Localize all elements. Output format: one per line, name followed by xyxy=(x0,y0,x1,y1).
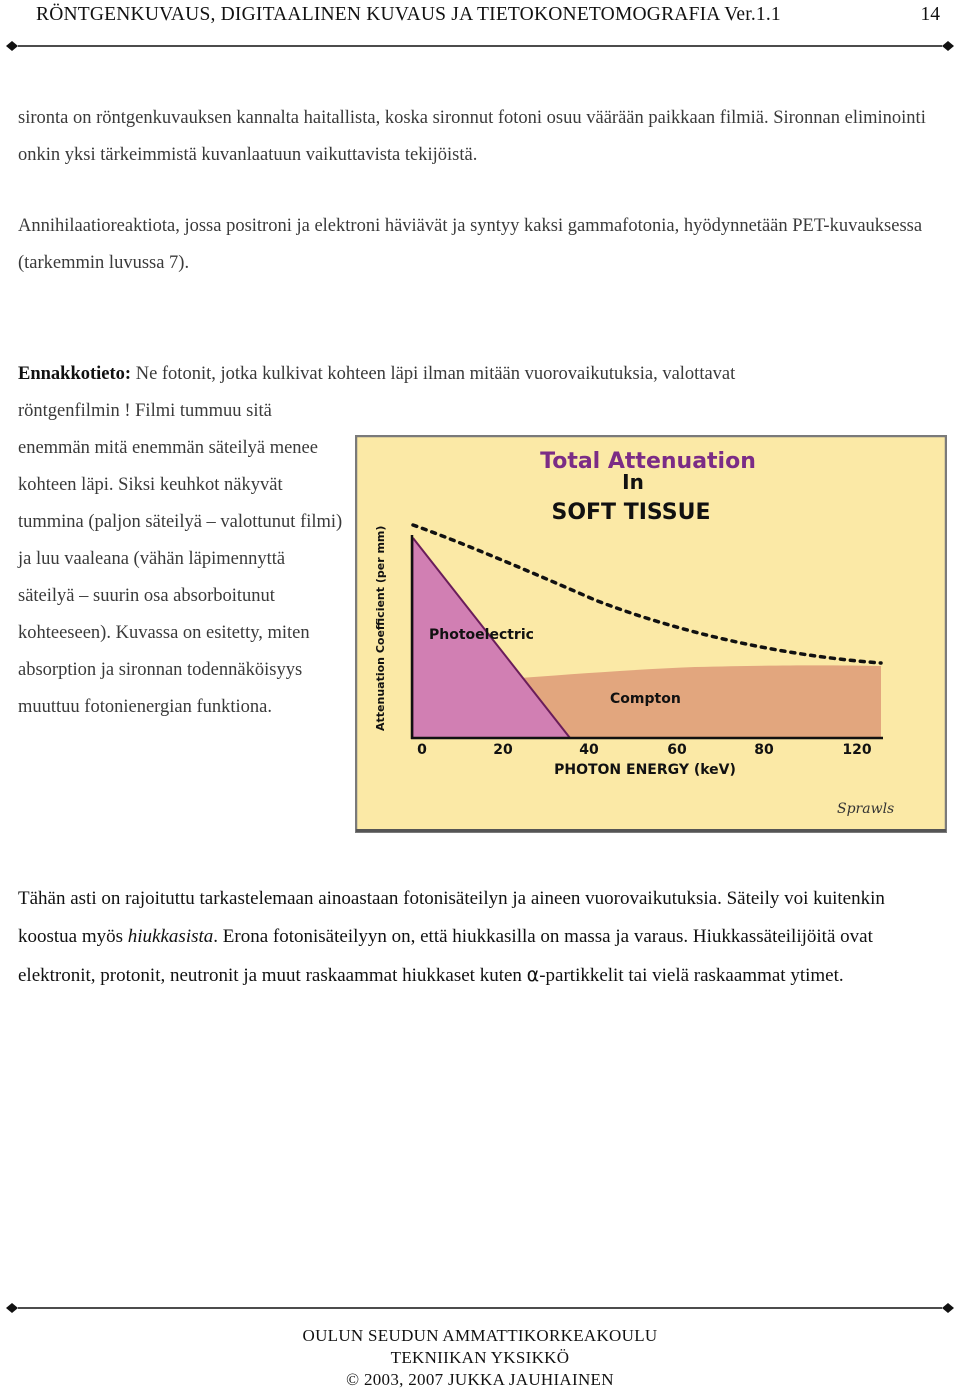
figure-y-axis-label: Attenuation Coefficient (per mm) xyxy=(374,525,387,731)
x-tick-120: 120 xyxy=(842,742,872,758)
figure-x-axis-label: PHOTON ENERGY (keV) xyxy=(554,762,736,778)
rule-diamond-right xyxy=(942,1303,954,1313)
prerequisite-line1: Ne fotonit, jotka kulkivat kohteen läpi ilman mitään vuorovaikutuksia, valottavat xyxy=(135,364,736,384)
footer-copyright: © 2003, 2007 JUKKA JAUHIAINEN xyxy=(346,1370,614,1389)
footer-institution: OULUN SEUDUN AMMATTIKORKEAKOULU xyxy=(302,1326,658,1345)
paragraph-scattering: sironta on röntgenkuvauksen kannalta haitallista, koska sironnut fotoni osuu väärään paikkaan filmiä. Sironnan eliminointi onkin yksi tärkeimmistä kuvanlaatuun vaikuttavista tekijöistä. xyxy=(18,108,926,165)
x-tick-20: 20 xyxy=(493,742,513,758)
p4-part-b: . Erona fotonisäteilyyn on, että hiukkasilla on massa ja varaus. Hiukkassäteilijöitä ovat elektronit, protonit, neutronit ja muut raskaammat hiukkaset kuten xyxy=(18,926,873,986)
alpha-symbol: α xyxy=(526,964,540,986)
footer-unit: TEKNIIKAN YKSIKKÖ xyxy=(390,1348,570,1367)
p4-part-a: Tähän asti on rajoituttu tarkastelemaan ainoastaan fotonisäteilyn ja aineen vuorovaikutuksia. Säteily voi kuitenkin koostua myös xyxy=(18,888,885,947)
x-tick-60: 60 xyxy=(667,742,687,758)
paragraph-particle-radiation xyxy=(18,880,948,995)
paragraph-prerequisite-first-line xyxy=(18,356,938,393)
x-tick-0: 0 xyxy=(417,742,427,758)
p4-part-c: -partikkelit tai vielä raskaammat ytimet. xyxy=(539,965,844,986)
figure-title-line2: In xyxy=(622,470,644,494)
prerequisite-label: Ennakkotieto: xyxy=(18,364,132,384)
rule-diamond-left xyxy=(6,1303,18,1313)
footer-rule xyxy=(6,1300,954,1316)
x-tick-40: 40 xyxy=(579,742,599,758)
rule-diamond-right xyxy=(942,41,954,51)
figure-title-line3: SOFT TISSUE xyxy=(551,500,711,525)
x-tick-80: 80 xyxy=(754,742,774,758)
p4-emphasis: hiukkasista xyxy=(127,926,214,947)
figure-bottom-edge xyxy=(356,829,946,832)
page-footer xyxy=(0,1300,960,1391)
compton-label: Compton xyxy=(610,691,681,707)
figure-title-line1: Total Attenuation xyxy=(540,449,756,474)
header-title: RÖNTGENKUVAUS, DIGITAALINEN KUVAUS JA TIETOKONETOMOGRAFIA Ver.1.1 xyxy=(36,4,781,25)
attenuation-figure xyxy=(355,435,947,833)
figure-signature: Sprawls xyxy=(837,801,895,817)
photoelectric-label: Photoelectric xyxy=(429,627,534,643)
header-rule xyxy=(6,38,954,54)
paragraph-annihilation: Annihilaatioreaktiota, jossa positroni ja elektroni häviävät ja syntyy kaksi gammafotonia, hyödynnetään PET-kuvauksessa (tarkemmin luvussa 7). xyxy=(18,216,923,273)
page-number: 14 xyxy=(920,4,940,25)
rule-diamond-left xyxy=(6,41,18,51)
paragraph-prerequisite-body: röntgenfilmin ! Filmi tummuu sitä enemmän mitä enemmän säteilyä menee kohteen läpi. Siksi keuhkot näkyvät tummina (paljon säteilyä – valottunut filmi) ja luu vaaleana (vähän läpimennyttä säteilyä – suurin osa absorboitunut kohteeseen). Kuvassa on esitetty, miten absorption ja sironnan todennäköisyys muuttuu fotonienergian funktiona. xyxy=(18,401,343,717)
